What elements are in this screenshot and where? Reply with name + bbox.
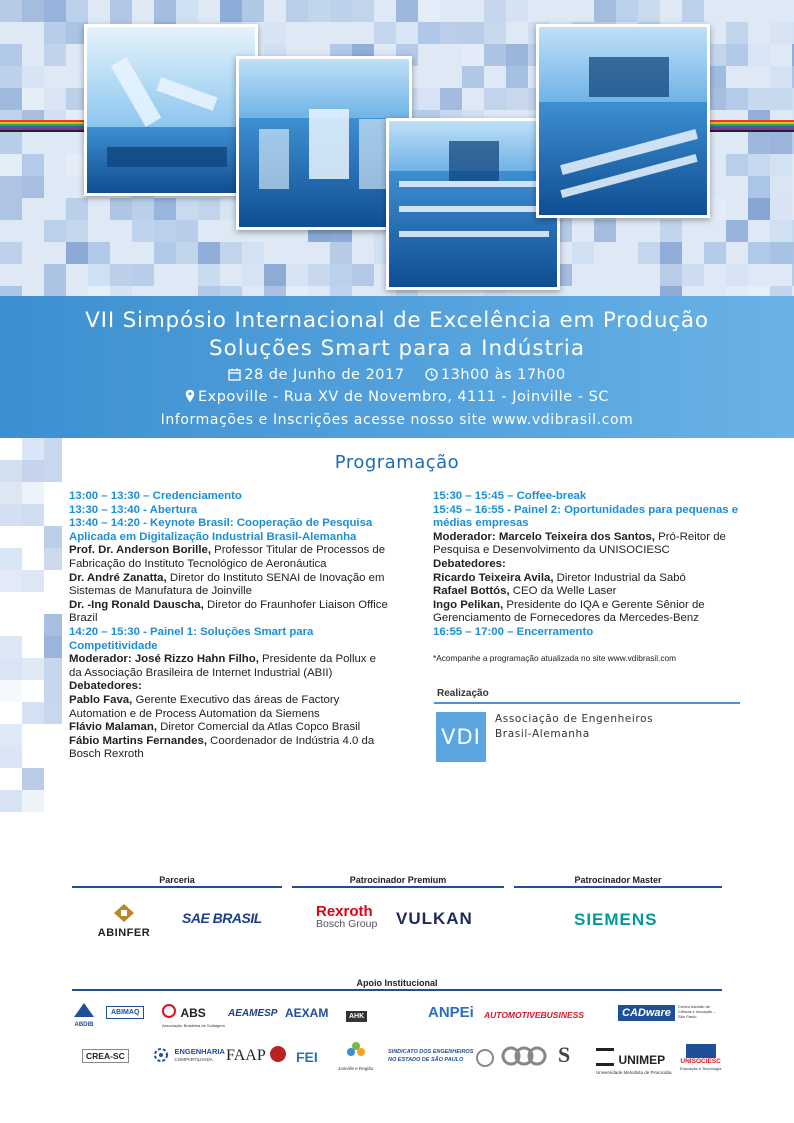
mosaic-tile xyxy=(484,22,506,44)
faap-text: FAAP xyxy=(226,1047,266,1064)
faap-seal-icon xyxy=(270,1046,286,1062)
mosaic-tile xyxy=(572,242,594,264)
program-right-column xyxy=(433,490,748,665)
mosaic-tile xyxy=(770,220,792,242)
mosaic-tile xyxy=(66,0,88,22)
engenharia-compartilhada-logo xyxy=(152,1046,225,1069)
program-left-column xyxy=(69,490,389,762)
mosaic-tile xyxy=(22,504,44,526)
debaters-heading: Debatedores: xyxy=(69,680,142,693)
speaker-role: Professor Titular de Processos de Fabricação do Instituto Tecnológico de Aeronáutica xyxy=(69,544,386,570)
mosaic-tile xyxy=(44,702,62,724)
mosaic-tile xyxy=(44,658,62,680)
mosaic-tile xyxy=(44,0,66,22)
unisociesc-mark xyxy=(686,1044,716,1058)
calendar-icon xyxy=(228,368,241,385)
speaker-name: Flávio Malaman, xyxy=(69,721,157,734)
mosaic-tile xyxy=(308,0,330,22)
speaker-name: Fábio Martins Fernandes, xyxy=(69,734,207,747)
mosaic-tile xyxy=(0,176,22,198)
premium-label: Patrocinador Premium xyxy=(349,875,447,885)
agenda-item: 14:20 – 15:30 - Painel 1: Soluções Smart para Competitividade xyxy=(69,625,314,652)
mosaic-tile xyxy=(682,264,704,286)
anpei-logo: ANPEi xyxy=(428,1004,474,1021)
vdi-logo: VDI xyxy=(436,712,486,762)
sae-brasil-logo: SAE BRASIL xyxy=(182,910,262,926)
mosaic-tile xyxy=(0,636,22,658)
mosaic-tile xyxy=(154,198,176,220)
speaker-name: Ingo Pelikan, xyxy=(433,598,504,611)
mosaic-tile xyxy=(110,0,132,22)
mosaic-tile xyxy=(0,132,22,154)
speaker-entry xyxy=(69,544,389,571)
speaker-name: Rafael Bottós, xyxy=(433,585,510,598)
mosaic-tile xyxy=(770,154,792,176)
fei-logo: FEI xyxy=(296,1049,318,1065)
event-subtitle: Soluções Smart para a Indústria xyxy=(208,336,586,361)
mosaic-tile xyxy=(132,198,154,220)
title-band xyxy=(0,296,794,438)
premium-divider xyxy=(292,886,504,888)
mosaic-tile xyxy=(440,22,462,44)
mosaic-tile xyxy=(154,242,176,264)
parceria-divider xyxy=(72,886,282,888)
mosaic-tile xyxy=(66,220,88,242)
seesp-logo xyxy=(388,1048,473,1064)
realizacao-divider xyxy=(434,702,740,704)
mosaic-tile xyxy=(0,0,22,22)
mosaic-tile xyxy=(44,88,66,110)
speaker-role: CEO da Welle Laser xyxy=(509,585,617,598)
mosaic-tile xyxy=(748,132,770,154)
faap-logo xyxy=(226,1046,286,1065)
mosaic-tile xyxy=(198,264,220,286)
mosaic-tile xyxy=(638,242,660,264)
moderator-role: Presidente da Pollux e da Associação Brasileira de Internet Industrial (ABII) xyxy=(69,653,377,679)
speaker-entry xyxy=(69,721,389,735)
speaker-name: Dr. -Ing Ronald Dauscha, xyxy=(69,598,204,611)
mosaic-tile xyxy=(88,264,110,286)
mosaic-tile xyxy=(462,44,484,66)
event-title: VII Simpósio Internacional de Excelência em Produção xyxy=(85,308,709,333)
cccg-logo: Centro Alemão de Ciência e Inovação – São Paulo xyxy=(678,1004,716,1019)
unimep-text: UNIMEP xyxy=(618,1053,666,1067)
speaker-entry xyxy=(69,694,389,721)
abinfer-emblem-icon xyxy=(113,903,135,923)
mosaic-tile xyxy=(22,66,44,88)
mosaic-tile xyxy=(396,0,418,22)
mosaic-tile xyxy=(660,264,682,286)
speaker-name: Pablo Fava, xyxy=(69,693,133,706)
vdi-name-line: Brasil-Alemanha xyxy=(495,728,590,740)
mosaic-tile xyxy=(44,526,62,548)
seesp-line: SINDICATO DOS ENGENHEIROS xyxy=(388,1049,474,1055)
mosaic-tile xyxy=(0,66,22,88)
mosaic-tile xyxy=(770,132,792,154)
mosaic-tile xyxy=(242,0,264,22)
abimaq-logo xyxy=(106,1006,144,1019)
clock-icon xyxy=(425,368,438,385)
mosaic-tile xyxy=(726,264,748,286)
mosaic-tile xyxy=(0,790,22,812)
mosaic-tile xyxy=(770,22,792,44)
mosaic-tile xyxy=(770,88,792,110)
flower-icon xyxy=(345,1040,367,1060)
mosaic-tile xyxy=(506,66,528,88)
mosaic-tile xyxy=(594,220,616,242)
moderator-role: Pró-Reitor de Pesquisa e Desenvolvimento da UNISOCIESC xyxy=(433,530,726,557)
rexroth-text: Rexroth xyxy=(316,903,373,920)
info-line: Informações e Inscrições acesse nosso site www.vdibrasil.com xyxy=(160,412,634,428)
mosaic-tile xyxy=(0,746,22,768)
mosaic-tile xyxy=(748,44,770,66)
speaker-role: Coordenador de Indústria 4.0 da Bosch Rexroth xyxy=(69,734,375,761)
speaker-entry xyxy=(433,572,748,586)
siemens-logo: SIEMENS xyxy=(574,910,658,929)
mosaic-tile xyxy=(374,22,396,44)
cadware-text: CADware xyxy=(622,1007,671,1019)
mosaic-tile xyxy=(330,0,352,22)
ahk-text: AHK xyxy=(346,1011,367,1022)
mosaic-tile xyxy=(660,242,682,264)
mosaic-tile xyxy=(770,176,792,198)
program-heading: Programação xyxy=(334,452,460,473)
speaker-role: Diretor Industrial da Sabó xyxy=(553,571,686,584)
speaker-role: Diretor do Fraunhofer Liaison Office Brazil xyxy=(69,598,388,625)
mosaic-tile xyxy=(726,22,748,44)
engenharia-text: ENGENHARIA xyxy=(174,1047,225,1056)
mosaic-tile xyxy=(176,198,198,220)
linked-rings-icon xyxy=(498,1046,548,1066)
unisociesc-subtext: Educação e Tecnologia xyxy=(680,1066,722,1071)
abimaq-text: ABIMAQ xyxy=(111,1009,140,1016)
aeamesp-logo: AEAMESP xyxy=(228,1008,278,1019)
agenda-item: 16:55 – 17:00 – Encerramento xyxy=(433,625,594,638)
mosaic-tile xyxy=(748,154,770,176)
aexam-logo: AEXAM xyxy=(285,1006,329,1020)
master-label: Patrocinador Master xyxy=(574,875,662,885)
joinville-text: Joinville e Região xyxy=(338,1066,374,1071)
speaker-name: Dr. André Zanatta, xyxy=(69,571,167,584)
mosaic-tile xyxy=(462,66,484,88)
mosaic-tile xyxy=(0,242,22,264)
mosaic-tile xyxy=(748,198,770,220)
event-date: 28 de Junho de 2017 xyxy=(244,367,405,383)
mosaic-tile xyxy=(396,22,418,44)
mosaic-tile xyxy=(418,0,440,22)
mosaic-tile xyxy=(198,198,220,220)
left-mosaic-decoration xyxy=(0,438,62,823)
agenda-item: 15:30 – 15:45 – Coffee-break xyxy=(433,490,587,502)
mosaic-tile xyxy=(176,0,198,22)
mosaic-tile xyxy=(220,0,242,22)
mosaic-tile xyxy=(726,88,748,110)
mosaic-tile xyxy=(638,0,660,22)
mosaic-tile xyxy=(616,0,638,22)
mosaic-tile xyxy=(264,264,286,286)
mosaic-tile xyxy=(44,44,66,66)
seesp-line: NO ESTADO DE SÃO PAULO xyxy=(388,1057,464,1063)
mosaic-tile xyxy=(176,242,198,264)
speaker-name: Ricardo Teixeira Avila, xyxy=(433,571,554,584)
event-address: Expoville - Rua XV de Novembro, 4111 - Joinville - SC xyxy=(197,389,610,405)
mosaic-tile xyxy=(44,680,62,702)
mosaic-tile xyxy=(66,198,88,220)
round-seal-logo xyxy=(476,1049,494,1067)
vdi-name-line: Associação de Engenheiros xyxy=(495,713,654,725)
speaker-role: Gerente Executivo das áreas de Factory Automation e de Process Automation da Siemens xyxy=(69,693,340,720)
mosaic-tile xyxy=(748,242,770,264)
mosaic-tile xyxy=(506,0,528,22)
date-time-line xyxy=(0,367,794,385)
abinfer-logo xyxy=(92,903,156,939)
mosaic-tile xyxy=(198,242,220,264)
mosaic-tile xyxy=(110,198,132,220)
abs-text: ABS xyxy=(180,1006,206,1020)
mosaic-tile xyxy=(110,264,132,286)
mosaic-tile xyxy=(308,264,330,286)
mosaic-tile xyxy=(0,88,22,110)
abs-circle-icon xyxy=(162,1004,176,1018)
mosaic-tile xyxy=(220,242,242,264)
engenharia-subtext: COMPARTILHADA xyxy=(174,1057,213,1062)
mosaic-tile xyxy=(22,0,44,22)
joinville-regiao-logo xyxy=(338,1040,373,1072)
mosaic-tile xyxy=(0,680,22,702)
abdib-emblem-icon xyxy=(74,1003,94,1017)
parceria-label: Parceria xyxy=(159,875,195,885)
mosaic-tile xyxy=(352,0,374,22)
mosaic-tile xyxy=(418,22,440,44)
abdib-text: ABDIB xyxy=(74,1022,94,1028)
moderator-name: Moderador: Marcelo Teixeira dos Santos, xyxy=(433,530,655,543)
debaters-heading: Debatedores: xyxy=(433,557,506,570)
mosaic-tile xyxy=(726,220,748,242)
moderator-entry xyxy=(433,531,748,558)
mosaic-tile xyxy=(484,88,506,110)
master-divider xyxy=(514,886,722,888)
mosaic-tile xyxy=(22,658,44,680)
speaker-entry xyxy=(69,599,389,626)
mosaic-tile xyxy=(22,154,44,176)
mosaic-tile xyxy=(506,44,528,66)
apoio-divider xyxy=(72,989,722,991)
speaker-name: Prof. Dr. Anderson Borille, xyxy=(69,544,211,557)
agenda-item: 13:00 – 13:30 – Credenciamento xyxy=(69,490,242,502)
mosaic-tile xyxy=(506,88,528,110)
speaker-role: Diretor Comercial da Atlas Copco Brasil xyxy=(157,721,361,734)
mosaic-tile xyxy=(0,44,22,66)
mosaic-tile xyxy=(0,724,22,746)
mosaic-tile xyxy=(330,242,352,264)
mosaic-tile xyxy=(154,0,176,22)
mosaic-tile xyxy=(264,22,286,44)
agenda-item: 13:30 – 13:40 - Abertura xyxy=(69,503,198,516)
speaker-entry xyxy=(433,599,748,626)
mosaic-tile xyxy=(0,504,22,526)
realizacao-label: Realização xyxy=(437,688,489,699)
mosaic-tile xyxy=(726,154,748,176)
mosaic-tile xyxy=(440,88,462,110)
cadware-logo xyxy=(618,1005,675,1021)
unimep-subtext: Universidade Metodista de Piracicaba xyxy=(596,1070,672,1075)
mosaic-tile xyxy=(0,658,22,680)
mosaic-tile xyxy=(462,22,484,44)
mosaic-tile xyxy=(66,242,88,264)
mosaic-tile xyxy=(44,614,62,636)
mosaic-tile xyxy=(748,176,770,198)
ahk-logo xyxy=(346,1005,367,1023)
unisociesc-text: UNISOCIESC xyxy=(680,1058,721,1065)
apoio-label: Apoio Institucional xyxy=(356,978,438,988)
mosaic-tile xyxy=(242,264,264,286)
mosaic-tile xyxy=(22,176,44,198)
mosaic-tile xyxy=(0,198,22,220)
location-pin-icon xyxy=(185,389,195,407)
automotive-business-logo: AUTOMOTIVEBUSINESS xyxy=(484,1010,584,1020)
mosaic-tile xyxy=(726,44,748,66)
mosaic-tile xyxy=(176,220,198,242)
rings-logo xyxy=(498,1046,548,1071)
speaker-entry xyxy=(433,585,748,599)
robot-arm-photo xyxy=(84,24,258,196)
mosaic-tile xyxy=(22,88,44,110)
mosaic-tile xyxy=(22,570,44,592)
mosaic-tile xyxy=(22,790,44,812)
mosaic-tile xyxy=(770,198,792,220)
speaker-role: Diretor do Instituto SENAI de Inovação em Sistemas de Manufatura de Joinville xyxy=(69,571,385,598)
mosaic-tile xyxy=(44,548,62,570)
mosaic-tile xyxy=(770,242,792,264)
mosaic-tile xyxy=(484,44,506,66)
mosaic-tile xyxy=(594,0,616,22)
address-line xyxy=(0,389,794,407)
header-image-collage xyxy=(0,0,794,300)
bosch-group-text: Bosch Group xyxy=(316,918,378,930)
mosaic-tile xyxy=(704,242,726,264)
mosaic-tile xyxy=(770,66,792,88)
mosaic-tile xyxy=(0,570,22,592)
speaker-entry xyxy=(69,735,389,762)
mosaic-tile xyxy=(286,0,308,22)
conveyor-photo xyxy=(536,24,710,218)
agenda-item: 15:45 – 16:55 - Painel 2: Oportunidades para pequenas e médias empresas xyxy=(433,503,739,530)
mosaic-tile xyxy=(0,154,22,176)
vulkan-logo: VULKAN xyxy=(396,909,473,928)
rexroth-logo xyxy=(316,905,377,931)
mosaic-tile xyxy=(44,264,66,286)
mosaic-tile xyxy=(0,482,22,504)
agenda-item: 13:40 – 14:20 - Keynote Brasil: Cooperação de Pesquisa Aplicada em Digitalização Industrial Brasil-Alemanha xyxy=(69,517,373,543)
production-line-photo xyxy=(386,118,560,290)
mosaic-tile xyxy=(22,482,44,504)
mosaic-tile xyxy=(748,88,770,110)
crea-sc-logo xyxy=(82,1049,129,1063)
speaker-entry xyxy=(69,572,389,599)
abinfer-text: ABINFER xyxy=(97,927,151,939)
gear-network-icon xyxy=(152,1046,170,1064)
mosaic-tile xyxy=(484,0,506,22)
abs-logo xyxy=(162,1004,225,1029)
vdi-organization-name xyxy=(495,712,653,742)
s-emblem-logo: S xyxy=(558,1042,571,1067)
crea-sc-text: CREA-SC xyxy=(86,1051,125,1061)
mosaic-tile xyxy=(352,264,374,286)
mosaic-tile xyxy=(44,636,62,658)
mosaic-tile xyxy=(132,220,154,242)
abs-subtext: Associação Brasileira de Soldagem xyxy=(162,1023,225,1028)
unisociesc-logo xyxy=(680,1044,721,1072)
mosaic-tile xyxy=(330,264,352,286)
mosaic-tile xyxy=(418,88,440,110)
columns-icon xyxy=(596,1048,614,1066)
mosaic-tile xyxy=(242,242,264,264)
mosaic-tile xyxy=(154,220,176,242)
mosaic-tile xyxy=(44,22,66,44)
moderator-entry xyxy=(69,653,389,680)
event-time: 13h00 às 17h00 xyxy=(440,367,566,383)
mosaic-tile xyxy=(0,548,22,570)
mosaic-tile xyxy=(44,220,66,242)
abdib-logo xyxy=(74,1003,94,1028)
mosaic-tile xyxy=(682,0,704,22)
speaker-role: Presidente do IQA e Gerente Sênior de Gerenciamento de Fornecedores da Mercedes-Benz xyxy=(433,598,705,625)
mosaic-tile xyxy=(132,264,154,286)
mosaic-tile xyxy=(660,220,682,242)
program-note: *Acompanhe a programação atualizada no site www.vdibrasil.com xyxy=(433,652,677,663)
mosaic-tile xyxy=(88,242,110,264)
unimep-logo xyxy=(596,1048,672,1076)
mosaic-tile xyxy=(22,702,44,724)
moderator-name: Moderador: José Rizzo Hahn Filho, xyxy=(69,653,259,666)
mosaic-tile xyxy=(286,264,308,286)
mosaic-tile xyxy=(22,768,44,790)
